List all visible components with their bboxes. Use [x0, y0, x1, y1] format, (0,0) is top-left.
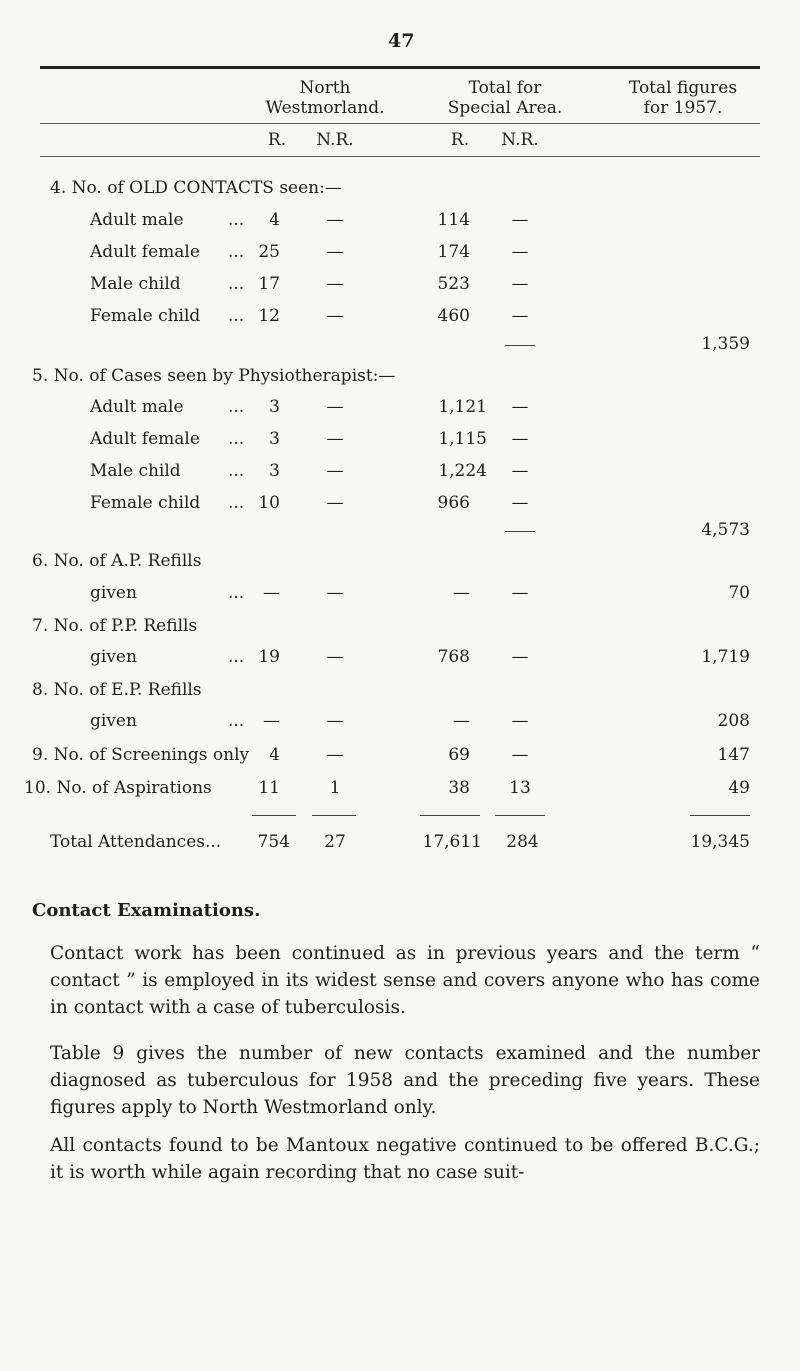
- subheader-nw-r: R.: [267, 130, 287, 150]
- contact-paragraph-3: All contacts found to be Mantoux negative continued to be offered B.C.G.; it is worth while again recording that no case suit-: [50, 1135, 760, 1183]
- section-5-title: 5. No. of Cases seen by Physiotherapist:—: [32, 366, 396, 386]
- total-rule-nw-r: [252, 815, 296, 816]
- total-rule-nw-nr: [312, 815, 356, 816]
- top-rule: [40, 66, 760, 69]
- section-5-subtotal-rule: [505, 531, 535, 532]
- contact-paragraph-2: Table 9 gives the number of new contacts examined and the number diagnosed as tuberculous for 1958 and the preceding five years. These figures apply to North Westmorland only.: [50, 1043, 760, 1118]
- section-4-title: 4. No. of OLD CONTACTS seen:—: [50, 178, 342, 198]
- subheader-sa-nr: N.R.: [501, 130, 539, 150]
- section-4-total-1957: 1,359: [701, 334, 750, 354]
- header-total-1957: Total figures for 1957.: [628, 78, 738, 118]
- header-north-westmorland: North Westmorland.: [265, 78, 385, 118]
- total-rule-1957: [690, 815, 750, 816]
- subheader-divider: [40, 156, 760, 157]
- section-4-subtotal-rule: [505, 345, 535, 346]
- contact-examinations-heading: Contact Examinations.: [32, 900, 261, 921]
- contact-paragraph-1: Contact work has been continued as in previous years and the term “ contact ” is employed in its widest sense and covers anyone who has come in contact with a case of tuberculosis.: [50, 943, 760, 1018]
- total-rule-sa-r: [420, 815, 480, 816]
- total-rule-sa-nr: [495, 815, 545, 816]
- header-divider: [40, 123, 760, 124]
- section-5-total-1957: 4,573: [701, 520, 750, 540]
- subheader-sa-r: R.: [450, 130, 470, 150]
- header-total-special-area: Total for Special Area.: [447, 78, 563, 118]
- subheader-nw-nr: N.R.: [316, 130, 354, 150]
- page-number: 47: [388, 30, 415, 52]
